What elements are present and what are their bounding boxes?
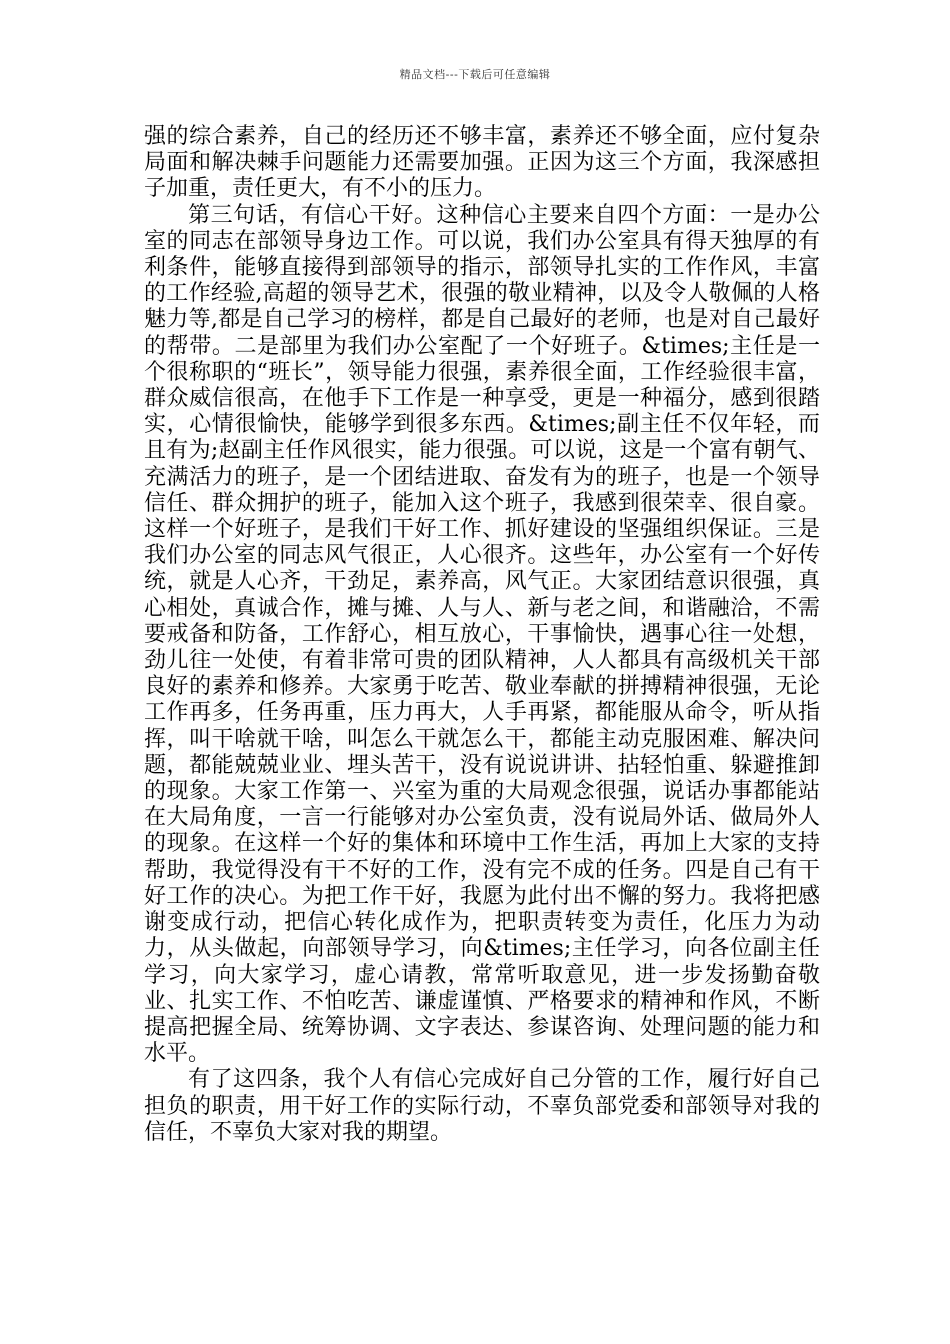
page-header: 精品文档---下载后可任意编辑 xyxy=(399,68,551,81)
document-body xyxy=(144,124,820,1146)
paragraph-conclusion: 有了这四条，我个人有信心完成好自己分管的工作，履行好自己担负的职责，用干好工作的实际行动，不辜负部党委和部领导对我的信任，不辜负大家对我的期望。 xyxy=(144,1067,820,1145)
paragraph-confidence: 第三句话，有信心干好。这种信心主要来自四个方面：一是办公室的同志在部领导身边工作。可以说，我们办公室具有得天独厚的有利条件，能够直接得到部领导的指示，部领导扎实的工作作风，丰富的工作经验,高超的领导艺术，很强的敬业精神，以及令人敬佩的人格魅力等,都是自己学习的榜样，都是自己最好的老师，也是对自己最好的帮带。二是部里为我们办公室配了一个好班子。&times;主任是一个很称职的“班长”，领导能力很强，素养很全面，工作经验很丰富，群众威信很高，在他手下工作是一种享受，更是一种福分，感到很踏实，心情很愉快，能够学到很多东西。&times;副主任不仅年轻，而且有为;赵副主任作风很实，能力很强。可以说，这是一个富有朝气、充满活力的班子，是一个团结进取、奋发有为的班子，也是一个领导信任、群众拥护的班子，能加入这个班子，我感到很荣幸、很自豪。这样一个好班子，是我们干好工作、抓好建设的坚强组织保证。三是我们办公室的同志风气很正，人心很齐。这些年，办公室有一个好传统，就是人心齐，干劲足，素养高，风气正。大家团结意识很强，真心相处，真诚合作，摊与摊、人与人、新与老之间，和谐融洽，不需要戒备和防备，工作舒心，相互放心，干事愉快，遇事心往一处想，劲儿往一处使，有着非常可贵的团队精神，人人都具有高级机关干部良好的素养和修养。大家勇于吃苦、敬业奉献的拼搏精神很强，无论工作再多，任务再重，压力再大，人手再紧，都能服从命令，听从指挥，叫干啥就干啥，叫怎么干就怎么干，都能主动克服困难、解决问题，都能兢兢业业、埋头苦干，没有说说讲讲、拈轻怕重、躲避推卸的现象。大家工作第一、兴室为重的大局观念很强，说话办事都能站在大局角度，一言一行能够对办公室负责，没有说局外话、做局外人的现象。在这样一个好的集体和环境中工作生活，再加上大家的支持帮助，我觉得没有干不好的工作，没有完不成的任务。四是自己有干好工作的决心。为把工作干好，我愿为此付出不懈的努力。我将把感谢变成行动，把信心转化成作为，把职责转变为责任，化压力为动力，从头做起，向部领导学习，向&times;主任学习，向各位副主任学习，向大家学习，虚心请教，常常听取意见，进一步发扬勤奋敬业、扎实工作、不怕吃苦、谦虚谨慎、严格要求的精神和作风，不断提高把握全局、统筹协调、文字表达、参谋咨询、处理问题的能力和水平。 xyxy=(144,202,820,1067)
paragraph-continuation: 强的综合素养，自己的经历还不够丰富，素养还不够全面，应付复杂局面和解决棘手问题能力还需要加强。正因为这三个方面，我深感担子加重，责任更大，有不小的压力。 xyxy=(144,124,820,202)
